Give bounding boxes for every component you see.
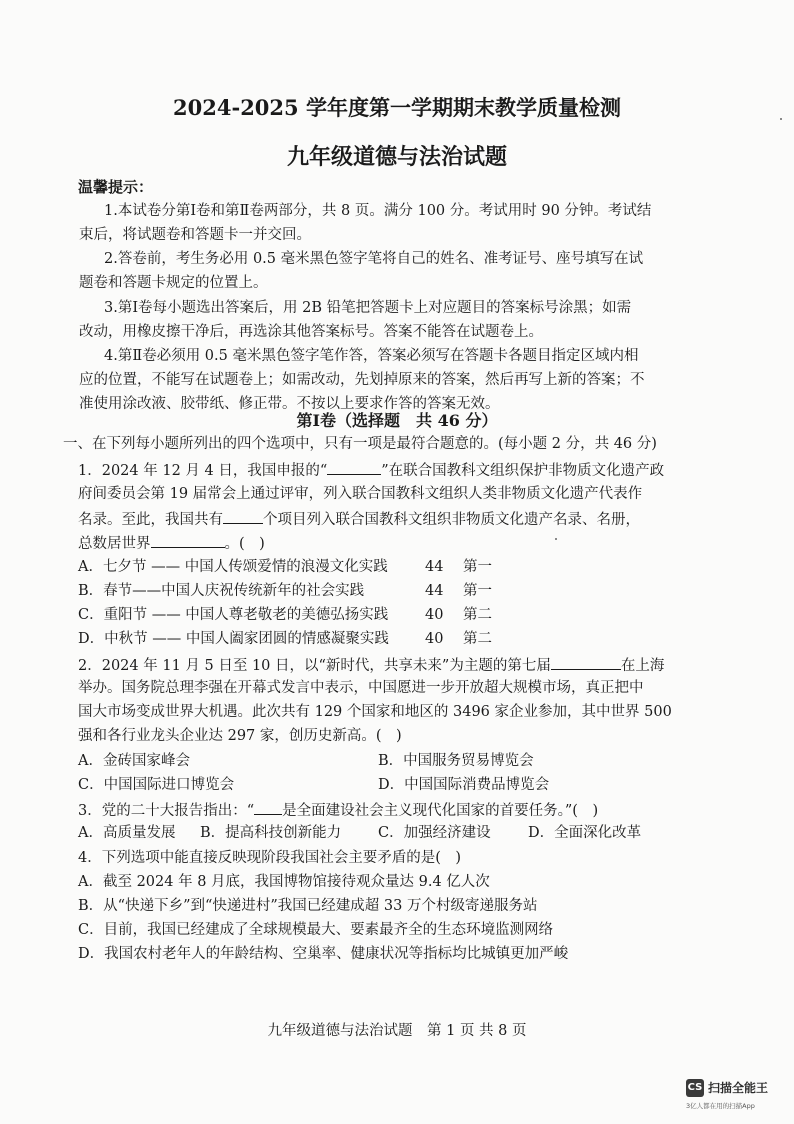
- page-footer: 九年级道德与法治试题 第 1 页 共 8 页: [267, 1023, 527, 1039]
- tips-line: 改动，用橡皮擦干净后，再选涂其他答案标号。答案不能答在试题卷上。: [79, 324, 543, 340]
- question-1-text: ”在联合国教科文组织保护非物质文化遗产政: [381, 463, 665, 479]
- exam-title: 2024-2025 学年度第一学期期末教学质量检测: [173, 95, 621, 120]
- answer-blank: [254, 799, 282, 815]
- answer-blank: [327, 459, 381, 475]
- tips-line: 准使用涂改液、胶带纸、修正带。不按以上要求作答的答案无效。: [79, 396, 500, 412]
- option-text: B．春节——中国人庆祝传统新年的社会实践: [78, 583, 365, 599]
- question-3-text: 是全面建设社会主义现代化国家的首要任务。”( ): [282, 803, 599, 819]
- option-count: 40: [425, 607, 444, 623]
- question-4-option-b: B．从“快递下乡”到“快递进村”我国已经建成超 33 万个村级寄递服务站: [78, 898, 538, 914]
- question-2-stem: [78, 654, 664, 676]
- scan-speck: [555, 538, 557, 540]
- answer-blank: [151, 532, 225, 548]
- scanner-name: 扫描全能王: [708, 1081, 769, 1095]
- option-count: 40: [425, 631, 444, 647]
- section-heading: 第Ⅰ卷（选择题 共 46 分）: [296, 411, 498, 430]
- question-1-stem: [78, 459, 664, 481]
- question-3-option-c: C．加强经济建设: [378, 825, 491, 841]
- question-1-stem: [78, 532, 265, 554]
- tips-line: 2.答卷前，考生务必用 0.5 毫米黑色签字笔将自己的姓名、准考证号、座号填写在试: [104, 251, 644, 267]
- option-rank: 第一: [463, 583, 492, 599]
- exam-subtitle: 九年级道德与法治试题: [286, 144, 507, 170]
- question-1-text: 名录。至此，我国共有: [78, 512, 223, 528]
- question-2-option-d: D．中国国际消费品博览会: [378, 777, 550, 793]
- option-count: 44: [425, 583, 444, 599]
- question-2-option-a: A．金砖国家峰会: [78, 753, 190, 769]
- tips-line: 3.第Ⅰ卷每小题选出答案后，用 2B 铅笔把答题卡上对应题目的答案标号涂黑；如需: [104, 300, 632, 316]
- question-1-text: 1．2024 年 12 月 4 日，我国申报的“: [78, 463, 328, 479]
- question-2-option-c: C．中国国际进口博览会: [78, 777, 235, 793]
- tips-heading: 温馨提示：: [78, 178, 154, 196]
- question-3-option-b: B．提高科技创新能力: [200, 825, 342, 841]
- scanner-logo-icon: CS: [686, 1079, 704, 1097]
- option-count: 44: [425, 559, 444, 575]
- tips-line: 4.第Ⅱ卷必须用 0.5 毫米黑色签字笔作答，答案必须写在答题卡各题目指定区域内相: [104, 348, 639, 364]
- question-4-option-d: D．我国农村老年人的年龄结构、空巢率、健康状况等指标均比城镇更加严峻: [78, 946, 569, 962]
- option-text: A．七夕节 —— 中国人传颂爱情的浪漫文化实践: [78, 559, 388, 575]
- question-3-text: 3．党的二十大报告指出：“: [78, 803, 255, 819]
- scanner-watermark: [686, 1075, 786, 1115]
- question-2-stem: 国大市场变成世界大机遇。此次共有 129 个国家和地区的 3496 家企业参加，其中世界 500: [78, 704, 672, 720]
- question-3-option-a: A．高质量发展: [78, 825, 176, 841]
- question-1-text: 。( ): [224, 536, 265, 552]
- question-2-option-b: B．中国服务贸易博览会: [378, 753, 534, 769]
- question-2-stem: 举办。国务院总理李强在开幕式发言中表示，中国愿进一步开放超大规模市场，真正把中: [78, 680, 644, 696]
- question-3-option-d: D．全面深化改革: [528, 825, 642, 841]
- tips-line: 应的位置，不能写在试题卷上；如需改动，先划掉原来的答案，然后再写上新的答案；不: [79, 372, 645, 388]
- tips-line: 束后，将试题卷和答题卡一并交回。: [79, 227, 311, 243]
- tips-line: 1.本试卷分第Ⅰ卷和第Ⅱ卷两部分，共 8 页。满分 100 分。考试用时 90 分钟。考试结: [104, 203, 652, 219]
- option-text: D．中秋节 —— 中国人阖家团圆的情感凝聚实践: [78, 631, 389, 647]
- question-1-stem: [78, 508, 640, 530]
- question-1-text: 个项目列入联合国教科文组织非物质文化遗产名录、名册，: [263, 512, 640, 528]
- question-2-stem: 强和各行业龙头企业达 297 家，创历史新高。( ): [78, 728, 402, 744]
- option-rank: 第一: [463, 559, 492, 575]
- question-1-option-c: [78, 605, 388, 625]
- option-rank: 第二: [463, 607, 492, 623]
- question-1-option-a: [78, 557, 388, 577]
- question-4-option-a: A．截至 2024 年 8 月底，我国博物馆接待观众量达 9.4 亿人次: [78, 874, 490, 890]
- tips-line: 题卷和答题卡规定的位置上。: [79, 275, 268, 291]
- answer-blank: [223, 508, 263, 524]
- scanner-tagline: 3亿人都在用的扫描App: [686, 1102, 755, 1110]
- question-1-option-b: [78, 581, 364, 601]
- section-instruction: 一、在下列每小题所列出的四个选项中，只有一项是最符合题意的。(每小题 2 分，共 46 分): [63, 436, 657, 452]
- question-2-text: 在上海: [620, 658, 665, 674]
- question-1-option-d: [78, 629, 389, 649]
- question-3-stem: [78, 799, 598, 821]
- question-4-stem: 4．下列选项中能直接反映现阶段我国社会主要矛盾的是( ): [78, 850, 462, 866]
- question-4-option-c: C．目前，我国已经建成了全球规模最大、要素最齐全的生态环境监测网络: [78, 922, 554, 938]
- question-1-stem: 府间委员会第 19 届常会上通过评审，列入联合国教科文组织人类非物质文化遗产代表作: [78, 486, 643, 502]
- question-2-text: 2．2024 年 11 月 5 日至 10 日，以“新时代，共享未来”为主题的第七届: [78, 658, 551, 674]
- scan-speck: [780, 118, 782, 120]
- answer-blank: [551, 654, 621, 670]
- question-1-text: 总数居世界: [78, 536, 151, 552]
- option-rank: 第二: [463, 631, 492, 647]
- option-text: C．重阳节 —— 中国人尊老敬老的美德弘扬实践: [78, 607, 389, 623]
